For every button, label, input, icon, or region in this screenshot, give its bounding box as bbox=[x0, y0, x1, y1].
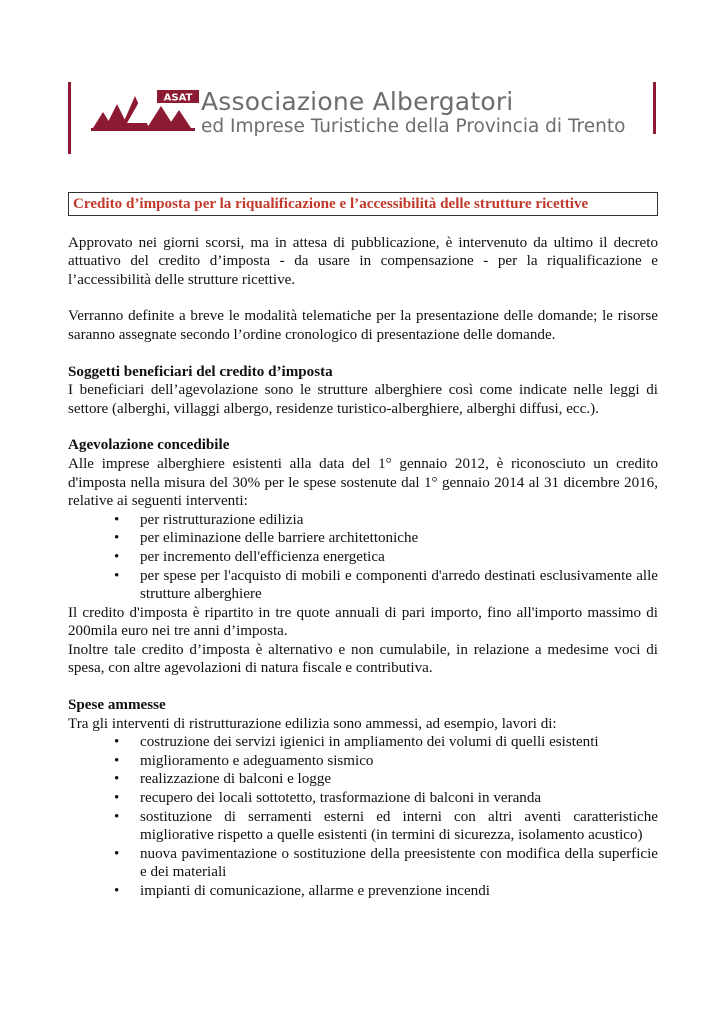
intro-paragraph-2: Verranno definite a breve le modalità telematiche per la presentazione delle domande; le risorse saranno assegnate secondo l’ordine cronologico di presentazione delle domande. bbox=[68, 308, 658, 343]
intro-paragraph-1: Approvato nei giorni scorsi, ma in attesa di pubblicazione, è intervenuto da ultimo il decreto attuativo del credito d’imposta - da usare in compensazione - per la riqualificazione e l’accessibilità delle strutture ricettive. bbox=[68, 234, 658, 288]
section-text-beneficiari: I beneficiari dell’agevolazione sono le strutture alberghiere così come indicate nelle leggi di settore (alberghi, villaggi albergo, residenze turistico-alberghiere, alberghi diffusi, ecc.). bbox=[68, 382, 658, 417]
organization-name: Associazione Albergatori bbox=[201, 87, 514, 116]
organization-subtitle: ed Imprese Turistiche della Provincia di Trento bbox=[201, 116, 626, 137]
list-item: • sostituzione di serramenti esterni ed interni con altri aventi caratteristiche migliorative rispetto a quelle esistenti (in termini di sicurezza, isolamento acustico) bbox=[140, 808, 658, 845]
list-item: • realizzazione di balconi e logge bbox=[140, 770, 658, 789]
letterhead-left-bar bbox=[68, 82, 71, 154]
list-item: • costruzione dei servizi igienici in ampliamento dei volumi di quelli esistenti bbox=[140, 733, 658, 752]
list-item: • impianti di comunicazione, allarme e prevenzione incendi bbox=[140, 882, 658, 901]
asat-logo-icon bbox=[91, 90, 203, 134]
section-text-spese: Tra gli interventi di ristrutturazione edilizia sono ammessi, ad esempio, lavori di: bbox=[68, 715, 557, 732]
letterhead-right-bar bbox=[653, 82, 656, 134]
list-item: • miglioramento e adeguamento sismico bbox=[140, 752, 658, 771]
logo-text: ASAT bbox=[163, 92, 193, 104]
section-text-agevolazione: Alle imprese alberghiere esistenti alla data del 1° gennaio 2012, è riconosciuto un credito d'imposta nella misura del 30% per le spese sostenute dal 1° gennaio 2014 al 31 dicembre 2016, relative ai seguenti interventi: bbox=[68, 455, 658, 510]
document-title: Credito d’imposta per la riqualificazione e l’accessibilità delle strutture ricettive bbox=[73, 196, 589, 212]
list-item: • nuova pavimentazione o sostituzione della preesistente con modifica della superficie e dei materiali bbox=[140, 845, 658, 882]
list-item: • per eliminazione delle barriere architettoniche bbox=[140, 529, 658, 548]
credito-ripartizione-text: Il credito d'imposta è ripartito in tre quote annuali di pari importo, fino all'importo massimo di 200mila euro nei tre anni d’imposta. bbox=[68, 604, 658, 640]
letterhead bbox=[68, 82, 658, 154]
interventi-list bbox=[68, 511, 658, 604]
section-heading-agevolazione: Agevolazione concedibile bbox=[68, 437, 230, 454]
list-item: • recupero dei locali sottotetto, trasformazione di balconi in veranda bbox=[140, 789, 658, 808]
section-heading-beneficiari: Soggetti beneficiari del credito d’imposta bbox=[68, 363, 333, 380]
list-item: • per ristrutturazione edilizia bbox=[140, 511, 658, 530]
document-title-box bbox=[68, 192, 658, 216]
spese-list bbox=[68, 733, 658, 900]
credito-alternativo-text: Inoltre tale credito d’imposta è alternativo e non cumulabile, in relazione a medesime voci di spesa, con altre agevolazioni di natura fiscale e contributiva. bbox=[68, 641, 658, 677]
list-item: • per spese per l'acquisto di mobili e componenti d'arredo destinati esclusivamente alle strutture alberghiere bbox=[140, 567, 658, 604]
document-body bbox=[68, 192, 658, 901]
section-heading-spese: Spese ammesse bbox=[68, 697, 166, 714]
list-item: • per incremento dell'efficienza energetica bbox=[140, 548, 658, 567]
